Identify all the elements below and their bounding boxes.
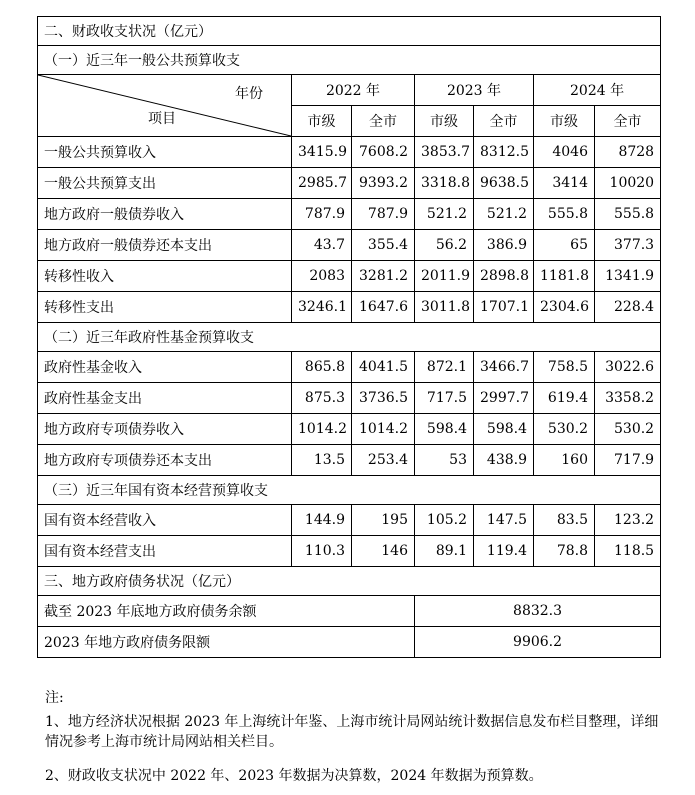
debt-row — [38, 627, 661, 658]
value-cell: 65 — [534, 230, 595, 261]
value-cell: 110.3 — [292, 536, 352, 567]
value-cell: 521.2 — [415, 199, 474, 230]
year-header-label: 年份 — [235, 86, 263, 102]
value-cell: 1647.6 — [352, 292, 415, 323]
value-cell: 8728 — [595, 137, 661, 168]
value-cell: 4041.5 — [352, 352, 415, 383]
row-label: 地方政府专项债券收入 — [38, 414, 292, 445]
section-fiscal-title: 二、财政收支状况（亿元） — [38, 17, 661, 46]
value-cell: 1014.2 — [352, 414, 415, 445]
subheader-whole-city: 全市 — [474, 106, 534, 137]
value-cell: 146 — [352, 536, 415, 567]
value-cell: 2304.6 — [534, 292, 595, 323]
notes — [45, 688, 665, 786]
section-general-title: （一）近三年一般公共预算收支 — [38, 46, 661, 75]
value-cell: 3246.1 — [292, 292, 352, 323]
table-row — [38, 536, 661, 567]
subheader-city-level: 市级 — [292, 106, 352, 137]
row-label: 一般公共预算支出 — [38, 168, 292, 199]
value-cell: 3466.7 — [474, 352, 534, 383]
value-cell: 83.5 — [534, 505, 595, 536]
debt-value: 8832.3 — [415, 596, 661, 627]
table-row — [38, 445, 661, 476]
year-header-2023: 2023 年 — [415, 75, 534, 106]
value-cell: 13.5 — [292, 445, 352, 476]
section-debt-title: 三、地方政府债务状况（亿元） — [38, 567, 661, 596]
value-cell: 377.3 — [595, 230, 661, 261]
note-2: 2、财政收支状况中 2022 年、2023 年数据为决算数，2024 年数据为预算数。 — [45, 768, 543, 784]
table-row — [38, 261, 661, 292]
value-cell: 865.8 — [292, 352, 352, 383]
table-row — [38, 352, 661, 383]
value-cell: 2997.7 — [474, 383, 534, 414]
table-row — [38, 168, 661, 199]
row-label: 地方政府一般债券还本支出 — [38, 230, 292, 261]
value-cell: 555.8 — [595, 199, 661, 230]
value-cell: 123.2 — [595, 505, 661, 536]
row-label: 国有资本经营收入 — [38, 505, 292, 536]
value-cell: 872.1 — [415, 352, 474, 383]
subheader-city-level: 市级 — [415, 106, 474, 137]
fiscal-table — [37, 16, 661, 658]
table-row — [38, 292, 661, 323]
debt-value: 9906.2 — [415, 627, 661, 658]
value-cell: 253.4 — [352, 445, 415, 476]
table-row — [38, 137, 661, 168]
value-cell: 1341.9 — [595, 261, 661, 292]
row-label: 地方政府一般债券收入 — [38, 199, 292, 230]
table-row — [38, 383, 661, 414]
value-cell: 598.4 — [415, 414, 474, 445]
section-fund-title: （二）近三年政府性基金预算收支 — [38, 323, 661, 352]
table-row — [38, 199, 661, 230]
value-cell: 10020 — [595, 168, 661, 199]
year-header-2024: 2024 年 — [534, 75, 661, 106]
value-cell: 787.9 — [292, 199, 352, 230]
row-label: 政府性基金收入 — [38, 352, 292, 383]
value-cell: 9638.5 — [474, 168, 534, 199]
table-row — [38, 414, 661, 445]
section-row — [38, 476, 661, 505]
table-row — [38, 505, 661, 536]
value-cell: 3318.8 — [415, 168, 474, 199]
value-cell: 521.2 — [474, 199, 534, 230]
debt-row — [38, 596, 661, 627]
subheader-whole-city: 全市 — [595, 106, 661, 137]
section-soe-title: （三）近三年国有资本经营预算收支 — [38, 476, 661, 505]
value-cell: 118.5 — [595, 536, 661, 567]
value-cell: 2985.7 — [292, 168, 352, 199]
value-cell: 438.9 — [474, 445, 534, 476]
value-cell: 3358.2 — [595, 383, 661, 414]
debt-label: 2023 年地方政府债务限额 — [38, 627, 415, 658]
value-cell: 160 — [534, 445, 595, 476]
value-cell: 195 — [352, 505, 415, 536]
value-cell: 1014.2 — [292, 414, 352, 445]
row-label: 转移性支出 — [38, 292, 292, 323]
value-cell: 119.4 — [474, 536, 534, 567]
value-cell: 4046 — [534, 137, 595, 168]
debt-label: 截至 2023 年底地方政府债务余额 — [38, 596, 415, 627]
value-cell: 3281.2 — [352, 261, 415, 292]
note-1: 1、地方经济状况根据 2023 年上海统计年鉴、上海市统计局网站统计数据信息发布栏目整理，详细情况参考上海市统计局网站相关栏目。 — [45, 714, 659, 750]
value-cell: 619.4 — [534, 383, 595, 414]
value-cell: 3022.6 — [595, 352, 661, 383]
section-row — [38, 567, 661, 596]
value-cell: 717.9 — [595, 445, 661, 476]
value-cell: 875.3 — [292, 383, 352, 414]
value-cell: 530.2 — [595, 414, 661, 445]
value-cell: 355.4 — [352, 230, 415, 261]
item-header-label: 项目 — [148, 111, 176, 127]
value-cell: 8312.5 — [474, 137, 534, 168]
value-cell: 787.9 — [352, 199, 415, 230]
value-cell: 228.4 — [595, 292, 661, 323]
section-row — [38, 323, 661, 352]
value-cell: 598.4 — [474, 414, 534, 445]
value-cell: 1181.8 — [534, 261, 595, 292]
value-cell: 717.5 — [415, 383, 474, 414]
row-label: 政府性基金支出 — [38, 383, 292, 414]
row-label: 转移性收入 — [38, 261, 292, 292]
value-cell: 555.8 — [534, 199, 595, 230]
notes-title: 注: — [45, 690, 64, 706]
value-cell: 56.2 — [415, 230, 474, 261]
value-cell: 53 — [415, 445, 474, 476]
subheader-whole-city: 全市 — [352, 106, 415, 137]
row-label: 国有资本经营支出 — [38, 536, 292, 567]
value-cell: 2083 — [292, 261, 352, 292]
table-row — [38, 230, 661, 261]
value-cell: 78.8 — [534, 536, 595, 567]
value-cell: 3414 — [534, 168, 595, 199]
value-cell: 3736.5 — [352, 383, 415, 414]
value-cell: 9393.2 — [352, 168, 415, 199]
year-header-2022: 2022 年 — [292, 75, 415, 106]
value-cell: 386.9 — [474, 230, 534, 261]
value-cell: 144.9 — [292, 505, 352, 536]
value-cell: 2011.9 — [415, 261, 474, 292]
value-cell: 2898.8 — [474, 261, 534, 292]
value-cell: 1707.1 — [474, 292, 534, 323]
row-label: 一般公共预算收入 — [38, 137, 292, 168]
value-cell: 3853.7 — [415, 137, 474, 168]
value-cell: 147.5 — [474, 505, 534, 536]
value-cell: 89.1 — [415, 536, 474, 567]
row-label: 地方政府专项债券还本支出 — [38, 445, 292, 476]
header-corner-cell — [38, 75, 292, 137]
value-cell: 758.5 — [534, 352, 595, 383]
value-cell: 3415.9 — [292, 137, 352, 168]
value-cell: 43.7 — [292, 230, 352, 261]
subheader-city-level: 市级 — [534, 106, 595, 137]
value-cell: 105.2 — [415, 505, 474, 536]
value-cell: 3011.8 — [415, 292, 474, 323]
value-cell: 7608.2 — [352, 137, 415, 168]
value-cell: 530.2 — [534, 414, 595, 445]
